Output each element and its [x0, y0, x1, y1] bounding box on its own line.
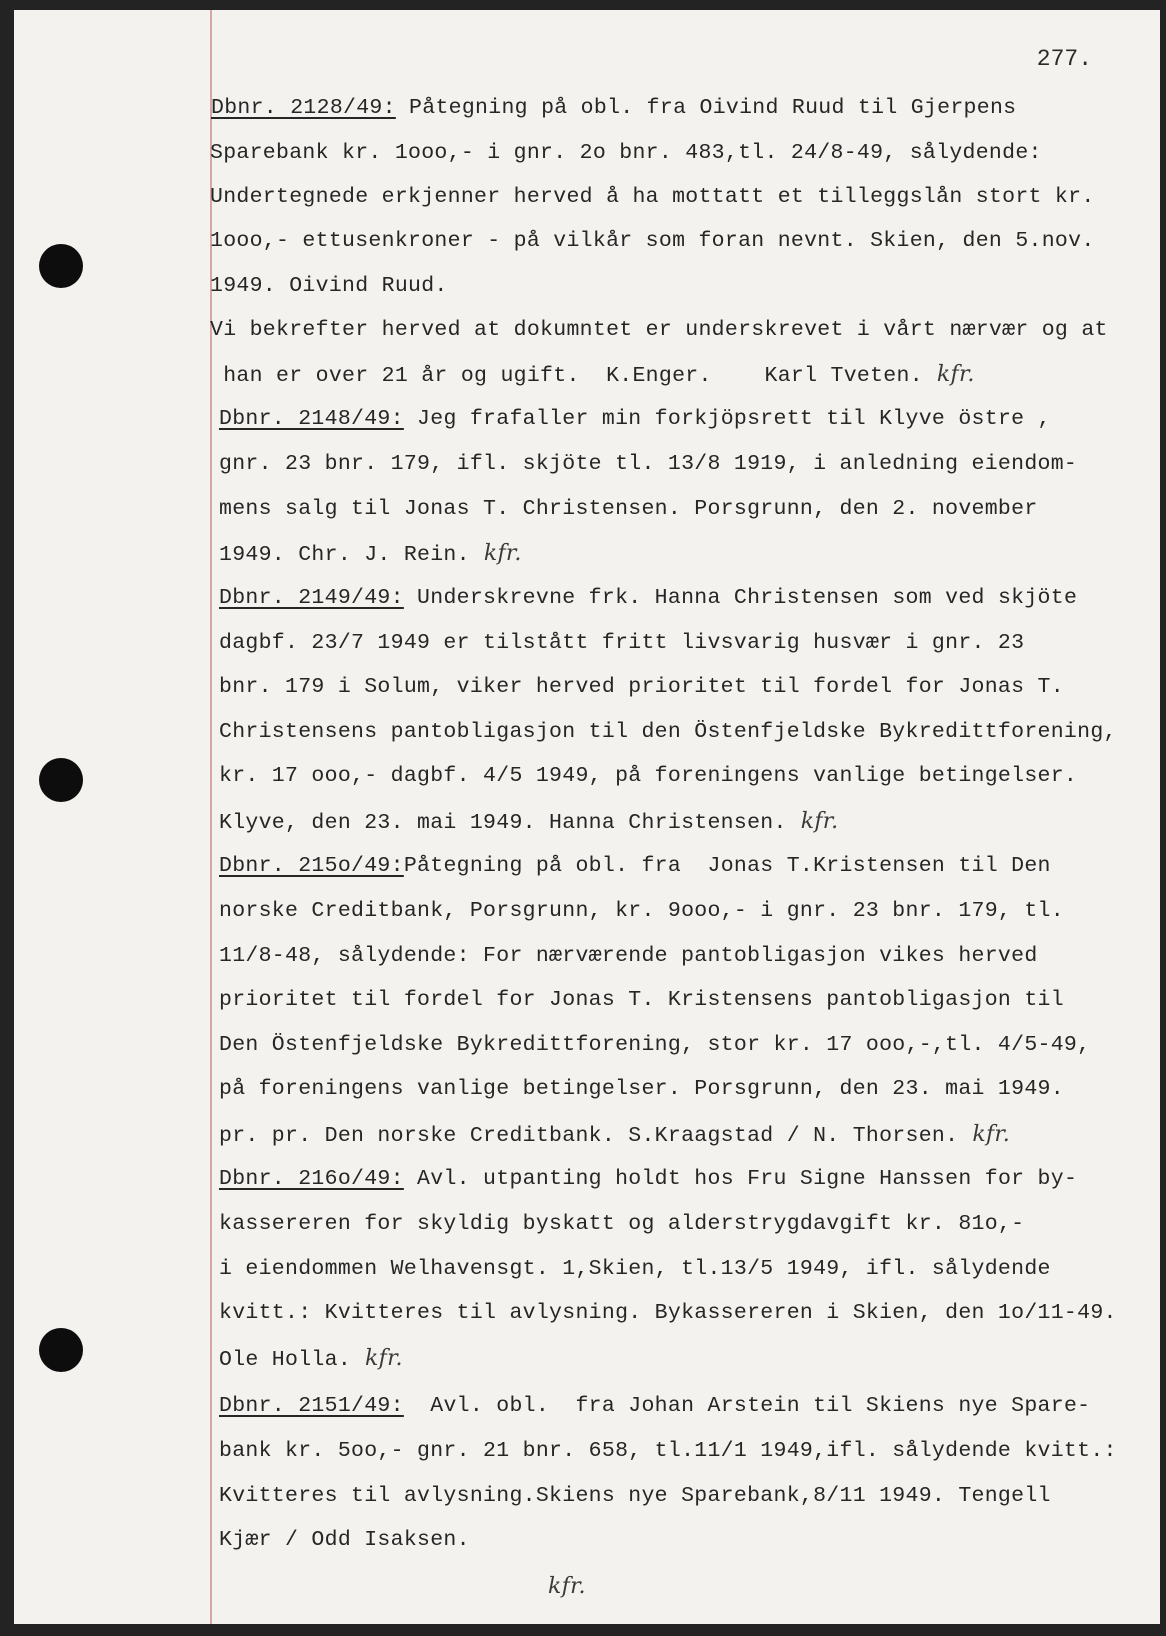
text-line — [210, 231, 1095, 253]
text-line — [219, 1303, 1117, 1325]
line-text: Kjær / Odd Isaksen. — [219, 1528, 470, 1552]
text-line — [219, 1530, 470, 1552]
text-line — [210, 320, 1108, 342]
text-line — [219, 1441, 1117, 1463]
handwritten-initials: kfr. — [800, 809, 839, 834]
text-line — [219, 1124, 1010, 1148]
line-text: mens salg til Jonas T. Christensen. Porsgrunn, den 2. november — [219, 497, 1038, 521]
text-line — [210, 276, 448, 298]
line-text: Sparebank kr. 1ooo,- i gnr. 2o bnr. 483,tl. 24/8-49, sålydende: — [210, 141, 1042, 165]
text-line — [210, 143, 1042, 165]
text-line — [219, 1035, 1090, 1057]
text-line — [210, 187, 1095, 209]
line-text: kassereren for skyldig byskatt og alderstrygdavgift kr. 81o,- — [219, 1212, 1025, 1236]
line-text: 1ooo,- ettusenkroner - på vilkår som foran nevnt. Skien, den 5.nov. — [210, 229, 1095, 253]
line-text: i eiendommen Welhavensgt. 1,Skien, tl.13/5 1949, ifl. sålydende — [219, 1257, 1051, 1281]
line-text: Påtegning på obl. fra Jonas T.Kristensen til Den — [403, 854, 1051, 878]
line-text: bank kr. 5oo,- gnr. 21 bnr. 658, tl.11/1 1949,ifl. sålydende kvitt.: — [219, 1439, 1117, 1463]
line-text: dagbf. 23/7 1949 er tilstått fritt livsvarig husvær i gnr. 23 — [219, 631, 1025, 655]
handwritten-initials: kfr. — [936, 362, 975, 387]
line-text: 1949. Oivind Ruud. — [210, 274, 448, 298]
entry-reference: Dbnr. 2128/49: — [211, 96, 396, 120]
line-text: Underskrevne frk. Hanna Christensen som ved skjöte — [403, 586, 1078, 610]
line-text: Avl. obl. fra Johan Arstein til Skiens nye Spare- — [403, 1394, 1091, 1418]
entry-reference: Dbnr. 215o/49: — [219, 854, 404, 878]
line-text: på foreningens vanlige betingelser. Porsgrunn, den 23. mai 1949. — [219, 1077, 1064, 1101]
page-number: 277. — [1036, 46, 1092, 72]
entry-reference: Dbnr. 2149/49: — [219, 586, 404, 610]
text-line — [219, 1079, 1064, 1101]
handwritten-initials: kfr. — [548, 1574, 586, 1599]
line-text: Jeg frafaller min forkjöpsrett til Klyve östre , — [403, 407, 1051, 431]
entry-reference: Dbnr. 2148/49: — [219, 407, 404, 431]
line-text: Christensens pantobligasjon til den Östenfjeldske Bykredittforening, — [219, 720, 1117, 744]
binder-hole-bottom — [39, 1328, 83, 1372]
line-text: norske Creditbank, Porsgrunn, kr. 9ooo,- i gnr. 23 bnr. 179, tl. — [219, 899, 1064, 923]
handwritten-initials: kfr. — [483, 541, 522, 566]
document-page — [14, 10, 1160, 1624]
entry-reference: Dbnr. 2151/49: — [219, 1394, 404, 1418]
text-line — [219, 677, 1064, 699]
text-line — [219, 1169, 1077, 1191]
text-line — [219, 1396, 1090, 1418]
text-line — [219, 409, 1051, 431]
text-line — [219, 454, 1077, 476]
text-line — [219, 901, 1064, 923]
line-text: Den Östenfjeldske Bykredittforening, stor kr. 17 ooo,-,tl. 4/5-49, — [219, 1033, 1091, 1057]
binder-hole-middle — [39, 758, 83, 802]
line-text: 1949. Chr. J. Rein. — [219, 543, 470, 567]
line-text: kvitt.: Kvitteres til avlysning. Bykassereren i Skien, den 1o/11-49. — [219, 1301, 1117, 1325]
line-text: kr. 17 ooo,- dagbf. 4/5 1949, på foreningens vanlige betingelser. — [219, 764, 1078, 788]
binder-hole-top — [39, 244, 83, 288]
entry-reference: Dbnr. 216o/49: — [219, 1167, 404, 1191]
line-text: gnr. 23 bnr. 179, ifl. skjöte tl. 13/8 1919, i anledning eiendom- — [219, 452, 1078, 476]
line-text: pr. pr. Den norske Creditbank. S.Kraagstad / N. Thorsen. — [219, 1124, 959, 1148]
line-text: prioritet til fordel for Jonas T. Kristensens pantobligasjon til — [219, 988, 1064, 1012]
text-line — [219, 543, 522, 567]
text-line — [219, 856, 1051, 878]
text-line — [219, 1348, 403, 1372]
line-text: bnr. 179 i Solum, viker herved prioritet til fordel for Jonas T. — [219, 675, 1064, 699]
line-text: han er over 21 år og ugift. K.Enger. Karl Tveten. — [210, 364, 923, 388]
text-line — [211, 98, 1016, 120]
line-text: Påtegning på obl. fra Oivind Ruud til Gjerpens — [395, 96, 1017, 120]
line-text: Kvitteres til avlysning.Skiens nye Sparebank,8/11 1949. Tengell — [219, 1484, 1051, 1508]
line-text: Ole Holla. — [219, 1348, 352, 1372]
line-text: Undertegnede erkjenner herved å ha mottatt et tilleggslån stort kr. — [210, 185, 1095, 209]
text-line — [219, 722, 1117, 744]
line-text: 11/8-48, sålydende: For nærværende pantobligasjon vikes herved — [219, 944, 1038, 968]
text-line — [219, 766, 1077, 788]
text-line — [219, 1214, 1024, 1236]
text-line — [219, 499, 1038, 521]
text-line — [219, 990, 1064, 1012]
handwritten-initials: kfr. — [365, 1346, 403, 1371]
line-text: Avl. utpanting holdt hos Fru Signe Hanssen for by- — [403, 1167, 1078, 1191]
handwritten-initials: kfr. — [972, 1122, 1011, 1147]
line-text: Vi bekrefter herved at dokumntet er underskrevet i vårt nærvær og at — [210, 318, 1108, 342]
text-line — [219, 811, 838, 835]
text-line — [219, 633, 1024, 655]
text-line — [219, 1259, 1051, 1281]
text-line — [210, 364, 975, 388]
line-text: Klyve, den 23. mai 1949. Hanna Christensen. — [219, 811, 787, 835]
text-line — [219, 588, 1077, 610]
text-line — [219, 946, 1038, 968]
text-line — [219, 1486, 1051, 1508]
